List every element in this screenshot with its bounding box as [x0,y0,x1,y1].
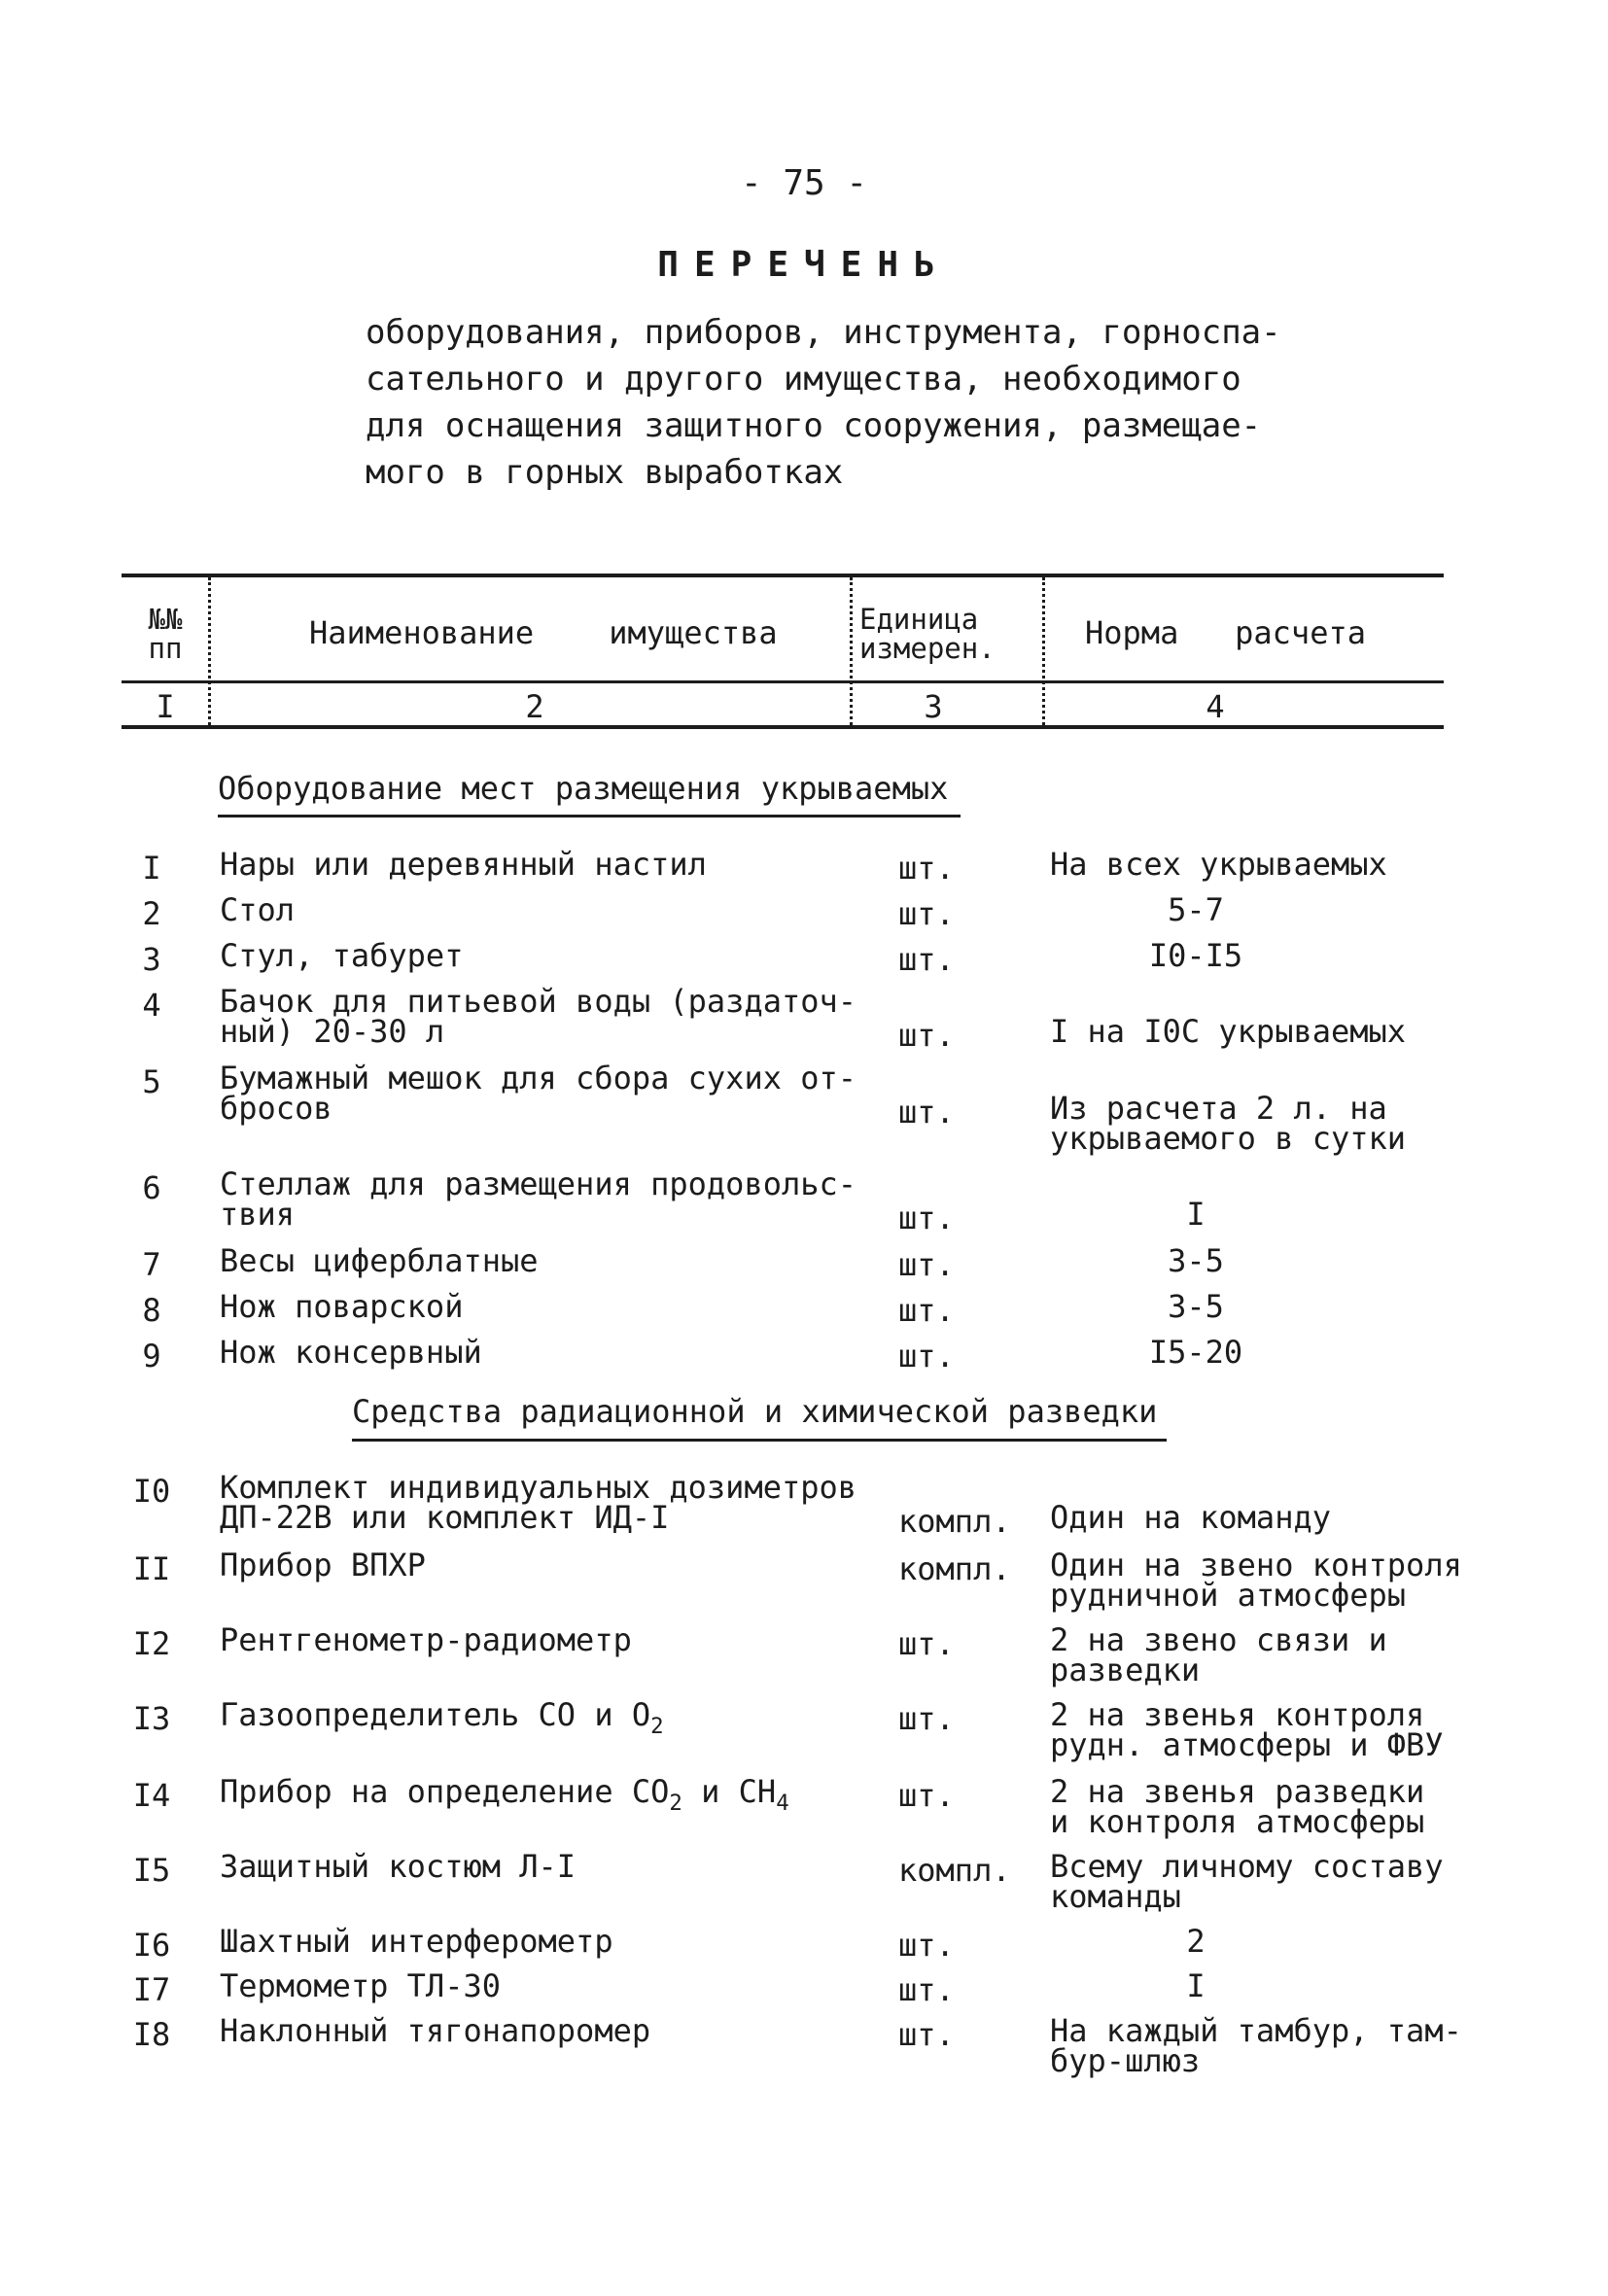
row-name-subscript: 4 [776,1790,789,1816]
row-name: Термометр ТЛ-30 [220,1967,501,2004]
section-heading: Средства радиационной и химической разведки [352,1393,1158,1430]
column-number: 4 [1206,688,1225,725]
header-col-name: Наименование имущества [309,614,778,651]
row-norm: I [1186,1967,1206,2004]
row-name [220,1060,857,1127]
row-name-line: твия [220,1196,296,1233]
row-norm [1050,2012,1462,2079]
row-norm: На всех укрываемых [1050,846,1387,883]
row-number: II [132,1550,171,1587]
row-unit: шт. [898,1094,955,1131]
header-col-unit [859,605,996,663]
row-name: Рентгенометр-радиометр [220,1621,632,1658]
row-norm: 5-7 [1168,891,1224,928]
row-norm-line: рудн. атмосферы и ФВУ [1050,1726,1444,1763]
row-norm [1050,1696,1444,1763]
row-name: Весы циферблатные [220,1242,539,1279]
row-norm-line: 2 на звенья контроля [1050,1696,1425,1733]
header-col-number-line2: пп [148,632,183,665]
row-number: 6 [142,1169,161,1206]
row-name-line: бросов [220,1090,332,1127]
row-unit: шт. [898,1971,955,2008]
row-name: Нож поварской [220,1288,464,1325]
row-norm-line: На каждый тамбур, там- [1050,2012,1462,2049]
table-header-rule [122,680,1444,683]
row-norm: 3-5 [1168,1288,1224,1325]
row-number: I6 [132,1927,171,1964]
row-name: Шахтный интерферометр [220,1923,613,1960]
row-name-text: и СН [682,1773,777,1810]
column-separator [850,577,853,725]
header-col-unit-line2: измерен. [859,632,996,665]
row-norm-line: 2 на звено связи и [1050,1621,1387,1658]
row-unit: шт. [898,1700,955,1737]
row-unit: шт. [898,1338,955,1374]
row-unit: шт. [898,1017,955,1054]
row-norm-line: укрываемого в сутки [1050,1120,1407,1157]
row-unit: шт. [898,2016,955,2053]
row-unit: шт. [898,1246,955,1283]
row-name-line: ДП-22В или комплект ИД-I [220,1499,670,1536]
row-norm-line: Один на звено контроля [1050,1547,1462,1583]
row-number: I3 [132,1700,171,1737]
section-heading: Оборудование мест размещения укрываемых [218,770,949,807]
row-norm: 3-5 [1168,1242,1224,1279]
row-number: 2 [142,895,161,932]
header-col-number [136,605,194,663]
subtitle-line: сательного и другого имущества, необходимого [366,360,1241,399]
row-unit: шт. [898,1777,955,1814]
row-number: I2 [132,1625,171,1662]
row-name [220,1773,789,1819]
row-name [220,1469,857,1536]
row-norm-line: Из расчета 2 л. на [1050,1090,1387,1127]
row-unit: шт. [898,1292,955,1329]
row-norm-line: команды [1050,1878,1181,1915]
document-title: ПЕРЕЧЕНЬ [657,245,951,285]
row-norm-line: 2 на звенья разведки [1050,1773,1425,1810]
section-underline [352,1439,1167,1442]
row-unit: компл. [898,1852,1011,1889]
row-name-text: Газоопределитель СО и О [220,1696,651,1733]
row-name-line: Бачок для питьевой воды (раздаточ- [220,983,857,1020]
row-norm-line: Всему личному составу [1050,1848,1444,1885]
row-name: Нары или деревянный настил [220,846,707,883]
row-name-subscript: 2 [669,1790,682,1816]
subtitle-line: мого в горных выработках [366,453,844,492]
row-unit: шт. [898,895,955,932]
row-name [220,1165,857,1233]
row-number: 9 [142,1338,161,1374]
row-norm [1050,1848,1444,1915]
page-number: - 75 - [740,163,868,203]
row-number: I0 [132,1473,171,1510]
row-unit: шт. [898,1200,955,1236]
row-number: I8 [132,2016,171,2053]
row-norm: Один на команду [1050,1499,1331,1536]
column-number: 3 [924,688,943,725]
row-name-line: Бумажный мешок для сбора сухих от- [220,1060,857,1096]
section-underline [218,815,961,818]
row-unit: компл. [898,1503,1011,1540]
row-number: I [142,850,161,887]
row-name: Стул, табурет [220,937,464,974]
row-number: 4 [142,987,161,1024]
column-number: 2 [525,688,544,725]
row-norm [1050,1773,1425,1840]
row-name: Нож консервный [220,1334,482,1371]
row-name-line: ный) 20-30 л [220,1013,445,1050]
row-number: 7 [142,1246,161,1283]
row-norm-line: бур-шлюз [1050,2042,1201,2079]
row-number: I4 [132,1777,171,1814]
document-subtitle [366,309,1281,496]
row-name: Прибор ВПХР [220,1547,426,1583]
row-norm [1050,1621,1387,1688]
row-norm-line: разведки [1050,1652,1201,1688]
row-unit: шт. [898,941,955,978]
row-unit: шт. [898,1625,955,1662]
row-norm-line: и контроля атмосферы [1050,1803,1425,1840]
table-bottom-rule [122,725,1444,729]
row-norm [1050,1547,1462,1614]
row-norm: I0-I5 [1148,937,1243,974]
row-name: Защитный костюм Л-I [220,1848,577,1885]
row-norm: 2 [1186,1923,1206,1960]
row-unit: шт. [898,850,955,887]
row-norm-line: рудничной атмосферы [1050,1577,1407,1614]
column-separator [1042,577,1045,725]
column-number: I [156,688,175,725]
row-name: Наклонный тягонапоромер [220,2012,651,2049]
row-name: Стол [220,891,296,928]
row-norm: I5-20 [1148,1334,1243,1371]
subtitle-line: оборудования, приборов, инструмента, горноспа- [366,313,1281,352]
header-col-number-line1: №№ [148,603,183,636]
column-separator [208,577,211,725]
table-top-rule [122,574,1444,577]
row-name-text: Прибор на определение СО [220,1773,670,1810]
row-number: I7 [132,1971,171,2008]
row-norm: I [1186,1196,1206,1233]
row-number: 5 [142,1063,161,1100]
row-unit: шт. [898,1927,955,1964]
row-name-line: Комплект индивидуальных дозиметров [220,1469,857,1506]
row-name [220,983,857,1050]
subtitle-line: для оснащения защитного сооружения, размещае- [366,406,1262,445]
row-norm [1050,1090,1407,1157]
header-col-unit-line1: Единица [859,603,979,636]
row-name-subscript: 2 [650,1713,664,1739]
row-unit: компл. [898,1550,1011,1587]
row-number: 8 [142,1292,161,1329]
row-name-line: Стеллаж для размещения продовольс- [220,1165,857,1202]
row-number: I5 [132,1852,171,1889]
header-col-norm: Норма расчета [1085,614,1366,651]
row-norm: I на I0С укрываемых [1050,1013,1407,1050]
row-name [220,1696,664,1742]
row-number: 3 [142,941,161,978]
